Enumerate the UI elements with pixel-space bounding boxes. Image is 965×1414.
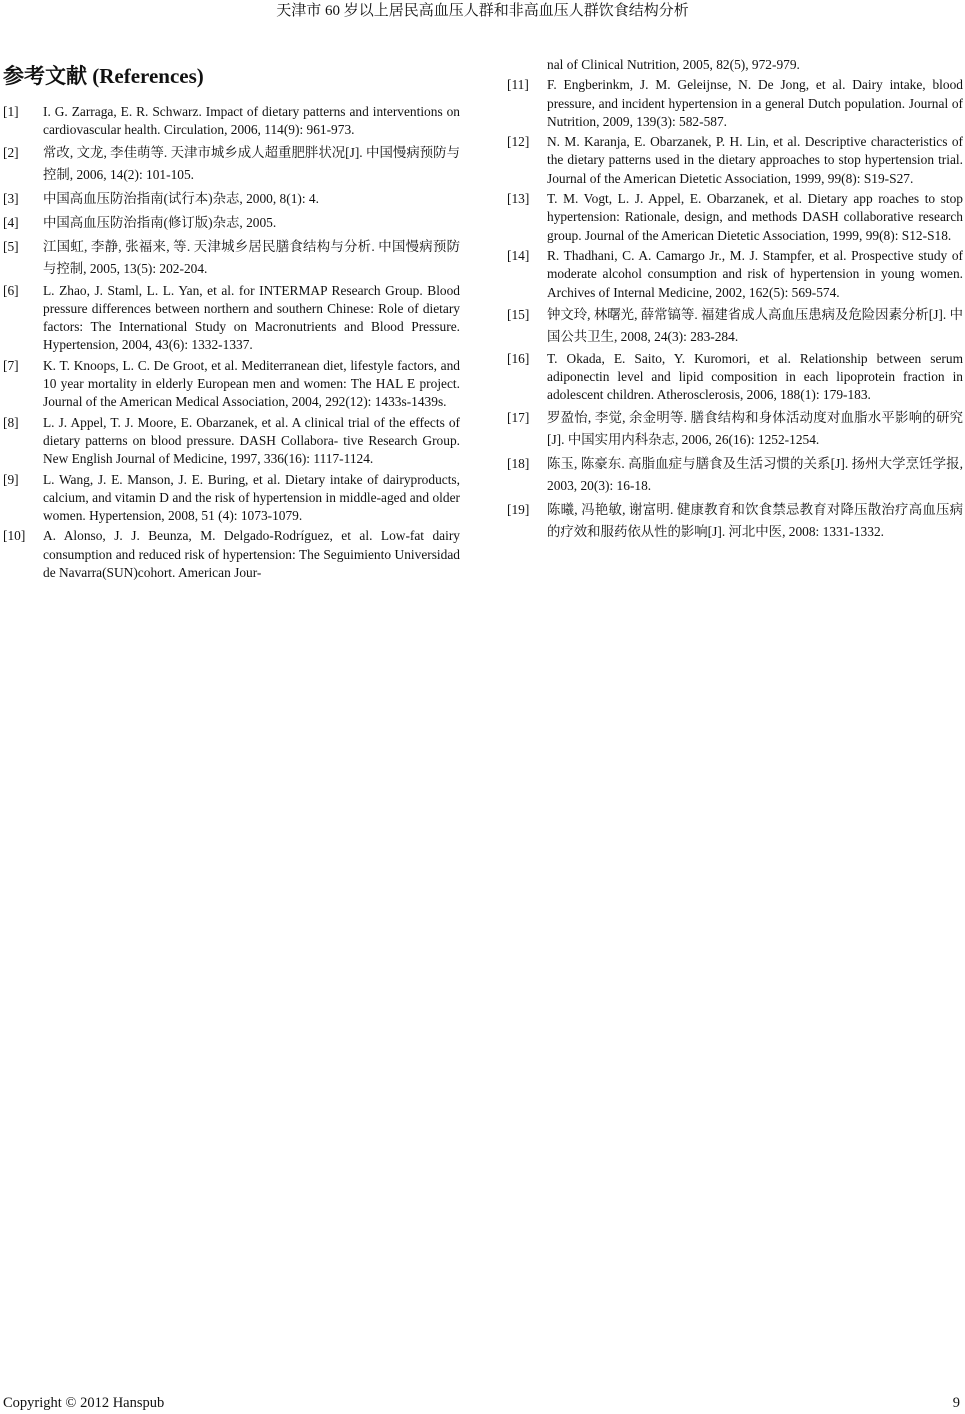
reference-item xyxy=(3,471,460,526)
reference-item xyxy=(507,247,963,302)
reference-number: [17] xyxy=(507,409,530,425)
reference-text: A. Alonso, J. J. Beunza, M. Delgado-Rodríguez, et al. Low-fat dairy consumption and reduced risk of hypertension: The Seguimiento Universidad de Navarra(SUN)cohort. American Jour- xyxy=(43,528,460,581)
references-heading: 参考文献 (References) xyxy=(3,64,204,88)
reference-number: [4] xyxy=(3,214,19,230)
reference-text: 罗盈怡, 李觉, 余金明等. 膳食结构和身体活动度对血脂水平影响的研究[J]. 中国实用内科杂志, 2006, 26(16): 1252-1254. xyxy=(547,409,963,447)
reference-item xyxy=(3,188,460,210)
references-left-column xyxy=(3,103,460,584)
reference-text: 江国虹, 李静, 张福来, 等. 天津城乡居民膳食结构与分析. 中国慢病预防与控制, 2005, 13(5): 202-204. xyxy=(43,238,460,276)
reference-item xyxy=(507,304,963,348)
reference-number: [2] xyxy=(3,144,19,160)
reference-item xyxy=(3,357,460,412)
reference-number: [16] xyxy=(507,350,530,366)
reference-text: 常改, 文龙, 李佳萌等. 天津市城乡成人超重肥胖状况[J]. 中国慢病预防与控制, 2006, 14(2): 101-105. xyxy=(43,144,460,182)
reference-number: [9] xyxy=(3,471,19,487)
reference-item xyxy=(507,453,963,497)
reference-text: T. M. Vogt, L. J. Appel, E. Obarzanek, et al. Dietary app roaches to stop hypertension: Rationale, design, and methods DASH collaborative research group. Journal of the American Dietetic Association, 1999, 99(8): S12-S18. xyxy=(547,191,963,243)
reference-item xyxy=(3,236,460,280)
reference-number: [15] xyxy=(507,306,530,322)
reference-text: 中国高血压防治指南(修订版)杂志, 2005. xyxy=(43,214,277,230)
reference-text: nal of Clinical Nutrition, 2005, 82(5), 972-979. xyxy=(547,57,800,72)
reference-text: L. Wang, J. E. Manson, J. E. Buring, et al. Dietary intake of dairyproducts, calcium, and vitamin D and the risk of hypertension in middle-aged and older women. Hypertension, 2008, 51 (4): 1073-1079. xyxy=(43,471,460,524)
reference-number: [7] xyxy=(3,357,19,373)
reference-text: L. Zhao, J. Staml, L. L. Yan, et al. for INTERMAP Research Group. Blood pressure differences between northern and southern Chinese: Role of dietary factors: The International Study on Macronutrients and Blood Pressure. Hypertension, 2004, 43(6): 1332-1337. xyxy=(43,282,460,353)
reference-text: 陈玉, 陈豪东. 高脂血症与膳食及生活习惯的关系[J]. 扬州大学烹饪学报, 2003, 20(3): 16-18. xyxy=(547,455,963,493)
running-header: 天津市 60 岁以上居民高血压人群和非高血压人群饮食结构分析 xyxy=(276,3,689,19)
reference-item xyxy=(507,190,963,245)
reference-item xyxy=(3,414,460,469)
reference-item xyxy=(3,282,460,355)
reference-text: 中国高血压防治指南(试行本)杂志, 2000, 8(1): 4. xyxy=(43,190,319,206)
reference-text: K. T. Knoops, L. C. De Groot, et al. Mediterranean diet, lifestyle factors, and 10 year mortality in elderly European men and women: The HAL E project. Journal of the American Medical Association, 2004, 292(12): 1433s-1439s. xyxy=(43,357,460,410)
reference-number: [12] xyxy=(507,134,530,150)
reference-item xyxy=(3,527,460,582)
reference-number: [18] xyxy=(507,455,530,471)
reference-text: F. Engberinkm, J. M. Geleijnse, N. De Jong, et al. Dairy intake, blood pressure, and incident hypertension in a general Dutch population. Journal of Nutrition, 2009, 139(3): 582-587. xyxy=(547,77,963,129)
reference-number: [1] xyxy=(3,104,19,119)
references-right-column xyxy=(507,56,963,545)
reference-number: [14] xyxy=(507,247,530,263)
reference-item xyxy=(3,212,460,234)
reference-item xyxy=(507,56,963,74)
reference-number: [13] xyxy=(507,191,530,207)
reference-item xyxy=(3,103,460,140)
reference-item xyxy=(507,133,963,188)
reference-item xyxy=(3,142,460,186)
reference-item xyxy=(507,76,963,131)
copyright-footer: Copyright © 2012 Hanspub xyxy=(3,1395,165,1411)
reference-text: 陈曦, 冯艳敏, 谢富明. 健康教育和饮食禁忌教育对降压散治疗高血压病的疗效和服药依从性的影响[J]. 河北中医, 2008: 1331-1332. xyxy=(547,501,963,539)
reference-number: [10] xyxy=(3,528,26,544)
reference-item xyxy=(507,407,963,451)
reference-text: N. M. Karanja, E. Obarzanek, P. H. Lin, et al. Descriptive characteristics of the dietary patterns used in the dietary approaches to stop hypertension trial. Journal of the American Dietetic Association, 1999, 99(8): S19-S27. xyxy=(547,134,963,186)
reference-number: [6] xyxy=(3,282,19,298)
reference-number: [5] xyxy=(3,238,19,254)
reference-item xyxy=(507,350,963,405)
reference-item xyxy=(507,499,963,543)
reference-number: [3] xyxy=(3,190,19,206)
page-number: 9 xyxy=(952,1395,960,1411)
reference-text: L. J. Appel, T. J. Moore, E. Obarzanek, et al. A clinical trial of the effects of dietary patterns on blood pressure. DASH Collabora- tive Research Group. New English Journal of Medicine, 1997, 336(16): 1117-1124. xyxy=(43,414,460,467)
reference-text: T. Okada, E. Saito, Y. Kuromori, et al. Relationship between serum adiponectin level and lipid composition in each lipoprotein fraction in adolescent children. Atherosclerosis, 2006, 188(1): 179-183. xyxy=(547,350,963,403)
reference-number: [8] xyxy=(3,414,19,430)
reference-text: 钟文玲, 林曙光, 薛常镐等. 福建省成人高血压患病及危险因素分析[J]. 中国公共卫生, 2008, 24(3): 283-284. xyxy=(547,306,963,344)
reference-number: [11] xyxy=(507,77,529,93)
reference-text: R. Thadhani, C. A. Camargo Jr., M. J. Stampfer, et al. Prospective study of moderate alcohol consumption and risk of hypertension in young women. Archives of Internal Medicine, 2002, 162(5): 569-574. xyxy=(547,247,963,300)
reference-text: I. G. Zarraga, E. R. Schwarz. Impact of dietary patterns and interventions on cardiovascular health. Circulation, 2006, 114(9): 961-973. xyxy=(43,104,460,138)
reference-number: [19] xyxy=(507,501,530,517)
